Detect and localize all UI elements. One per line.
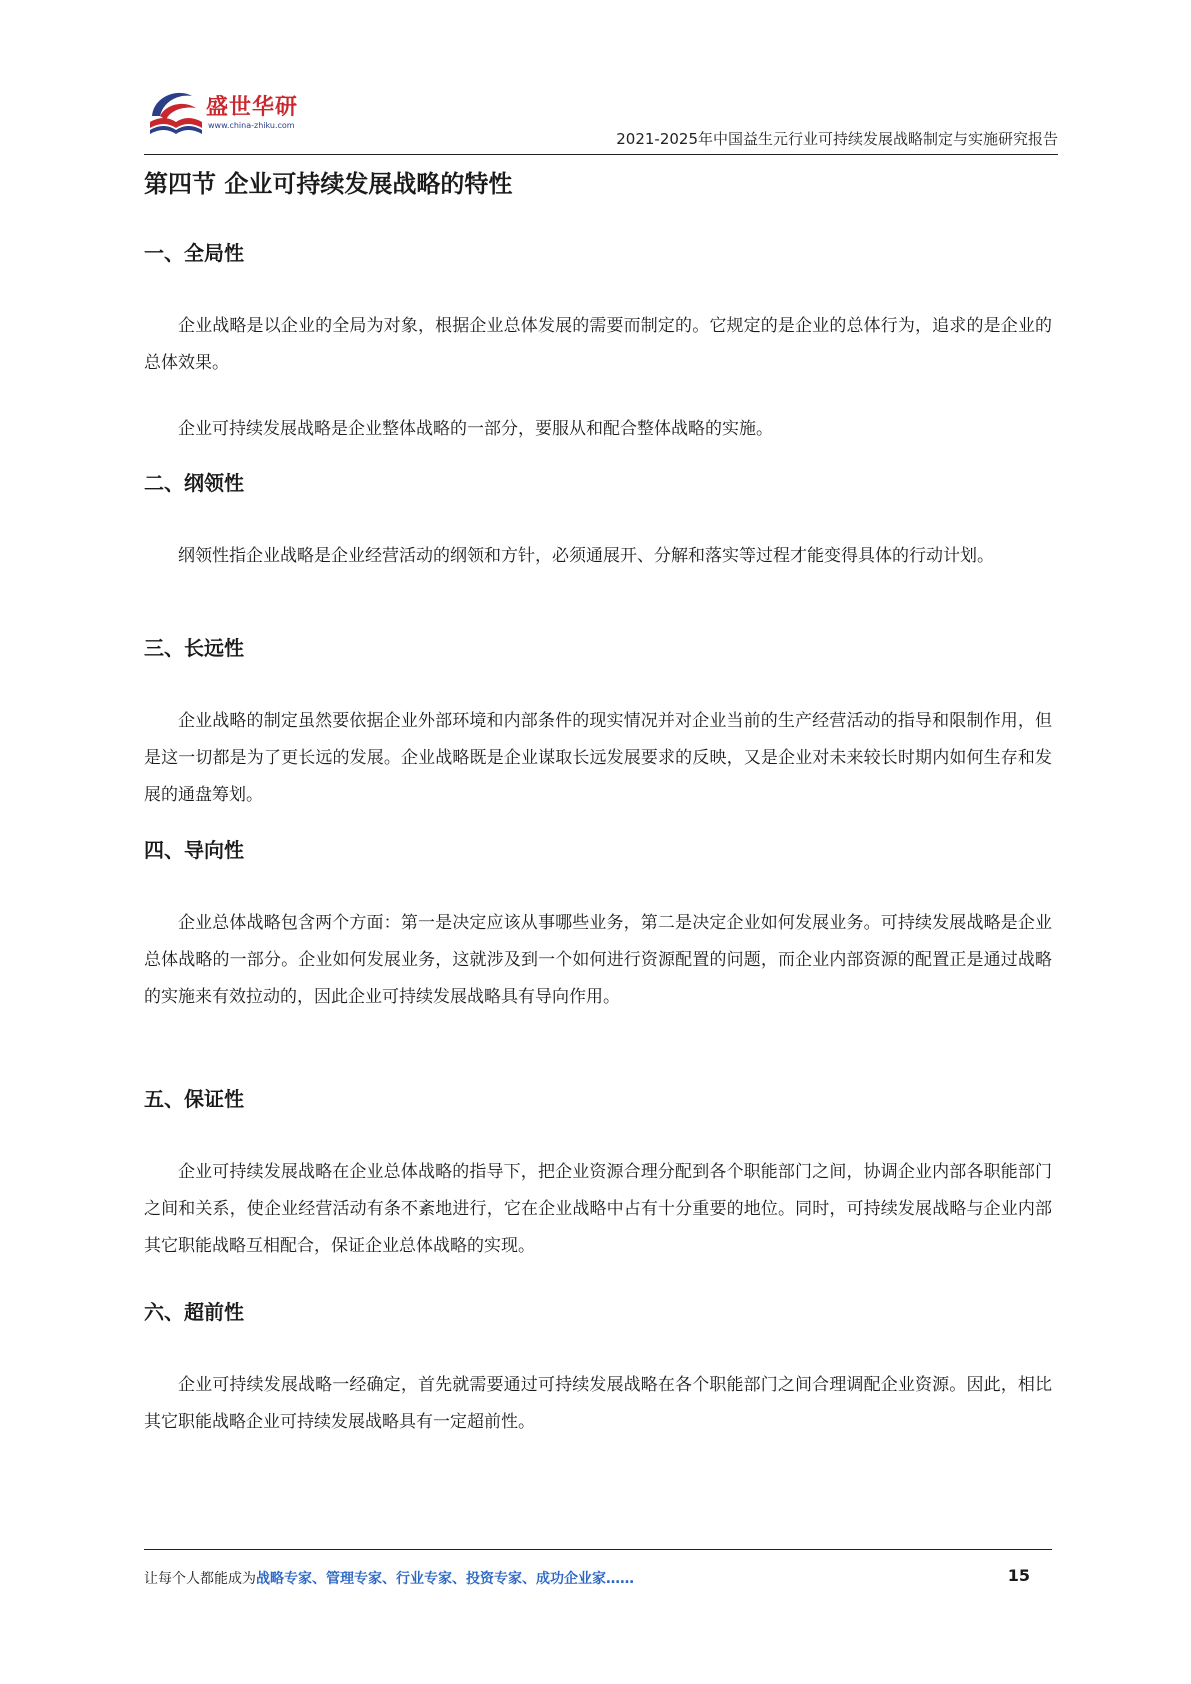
subsection-global bbox=[144, 238, 1052, 448]
paragraph: 企业战略的制定虽然要依据企业外部环境和内部条件的现实情况并对企业当前的生产经营活动的指导和限制作用，但是这一切都是为了更长远的发展。企业战略既是企业谋取长远发展要求的反映，又是企业对未来较长时期内如何生存和发展的通盘筹划。 bbox=[144, 711, 1052, 805]
subsection-orientation bbox=[144, 835, 1052, 1016]
paragraph: 企业可持续发展战略一经确定，首先就需要通过可持续发展战略在各个职能部门之间合理调配企业资源。因此，相比其它职能战略企业可持续发展战略具有一定超前性。 bbox=[144, 1375, 1052, 1432]
subsection-heading: 二、纲领性 bbox=[144, 471, 244, 495]
paragraph: 纲领性指企业战略是企业经营活动的纲领和方针，必须通展开、分解和落实等过程才能变得具体的行动计划。 bbox=[178, 546, 994, 566]
main-content bbox=[144, 162, 1052, 1432]
subsection-long-term bbox=[144, 633, 1052, 814]
logo-url: www.china-zhiku.com bbox=[208, 121, 295, 130]
subsection-guiding-principle bbox=[144, 468, 1052, 575]
logo-emblem-icon bbox=[144, 82, 208, 146]
paragraph: 企业可持续发展战略在企业总体战略的指导下，把企业资源合理分配到各个职能部门之间，协调企业内部各职能部门之间和关系，使企业经营活动有条不紊地进行，它在企业战略中占有十分重要的地位。同时，可持续发展战略与企业内部其它职能战略互相配合，保证企业总体战略的实现。 bbox=[144, 1162, 1052, 1256]
page-header bbox=[144, 78, 1058, 158]
slogan-highlight: 战略专家、管理专家、行业专家、投资专家、成功企业家…… bbox=[256, 1571, 634, 1587]
page-number: 15 bbox=[1007, 1566, 1030, 1585]
footer-slogan bbox=[144, 1571, 634, 1587]
logo-name: 盛世华研 bbox=[206, 95, 299, 120]
company-logo bbox=[144, 82, 314, 146]
subsection-heading: 一、全局性 bbox=[144, 241, 244, 265]
section-title: 第四节 企业可持续发展战略的特性 bbox=[144, 170, 513, 198]
subsection-heading: 六、超前性 bbox=[144, 1300, 244, 1324]
paragraph: 企业总体战略包含两个方面：第一是决定应该从事哪些业务，第二是决定企业如何发展业务。可持续发展战略是企业总体战略的一部分。企业如何发展业务，这就涉及到一个如何进行资源配置的问题，而企业内部资源的配置正是通过战略的实施来有效拉动的，因此企业可持续发展战略具有导向作用。 bbox=[144, 913, 1052, 1007]
subsection-forward-looking bbox=[144, 1297, 1052, 1441]
paragraph: 企业可持续发展战略是企业整体战略的一部分，要服从和配合整体战略的实施。 bbox=[178, 419, 773, 439]
header-divider bbox=[144, 154, 1058, 155]
report-title: 2021-2025年中国益生元行业可持续发展战略制定与实施研究报告 bbox=[616, 130, 1058, 148]
subsection-heading: 三、长远性 bbox=[144, 636, 244, 660]
subsection-heading: 四、导向性 bbox=[144, 838, 244, 862]
subsection-assurance bbox=[144, 1084, 1052, 1265]
subsection-heading: 五、保证性 bbox=[144, 1087, 244, 1111]
page-footer bbox=[144, 1568, 1052, 1592]
paragraph: 企业战略是以企业的全局为对象，根据企业总体发展的需要而制定的。它规定的是企业的总体行为，追求的是企业的总体效果。 bbox=[144, 316, 1052, 373]
footer-divider bbox=[144, 1549, 1052, 1550]
slogan-prefix: 让每个人都能成为 bbox=[144, 1571, 256, 1587]
